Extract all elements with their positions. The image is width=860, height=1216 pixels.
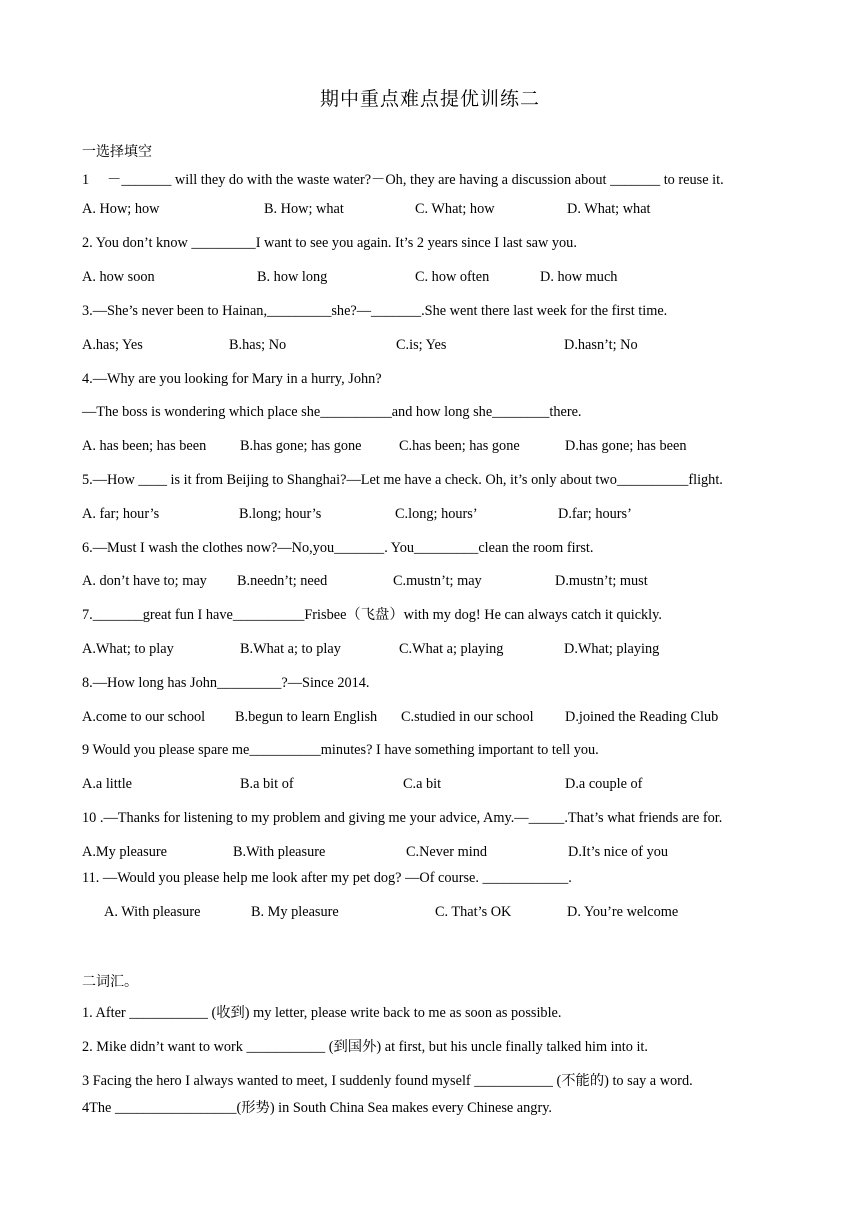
- section-heading-vocabulary: 二词汇。: [82, 974, 138, 990]
- question-7-stem: 7._______great fun I have__________Frisbee（飞盘）with my dog! He can always catch it quickly.: [82, 607, 662, 623]
- page-title: 期中重点难点提优训练二: [319, 88, 540, 110]
- question-3-stem: 3.—She’s never been to Hainan,_________she?—_______.She went there last week for the first time.: [82, 303, 668, 319]
- question-4-option-c: C.has been; has gone: [399, 438, 520, 454]
- question-5-option-d: D.far; hours’: [558, 506, 632, 522]
- vocab-item-1: 1. After ___________ (收到) my letter, please write back to me as soon as possible.: [82, 1005, 562, 1021]
- question-8-option-c: C.studied in our school: [401, 709, 534, 725]
- question-1-option-d: D. What; what: [567, 201, 651, 217]
- section-heading-choice: 一选择填空: [82, 144, 152, 160]
- question-6-option-c: C.mustn’t; may: [393, 573, 482, 589]
- question-10-option-a: A.My pleasure: [82, 844, 167, 860]
- question-8-option-d: D.joined the Reading Club: [565, 709, 719, 725]
- question-4-option-a: A. has been; has been: [82, 438, 207, 454]
- question-6-option-a: A. don’t have to; may: [82, 573, 207, 589]
- question-9-option-a: A.a little: [82, 776, 133, 792]
- vocab-item-3: 3 Facing the hero I always wanted to meet, I suddenly found myself ___________ (不能的) to say a word.: [82, 1073, 693, 1089]
- question-2-option-b: B. how long: [257, 269, 328, 285]
- question-9-option-d: D.a couple of: [565, 776, 643, 792]
- question-5-option-c: C.long; hours’: [395, 506, 478, 522]
- question-4-stem: 4.—Why are you looking for Mary in a hurry, John?: [82, 371, 382, 387]
- question-10-stem: 10 .—Thanks for listening to my problem and giving me your advice, Amy.—_____.That’s what friends are for.: [82, 810, 723, 826]
- question-10-option-b: B.With pleasure: [233, 844, 326, 860]
- question-4-stem-line-2: —The boss is wondering which place she__________and how long she________there.: [82, 404, 582, 420]
- question-5-option-b: B.long; hour’s: [239, 506, 322, 522]
- question-1-option-c: C. What; how: [415, 201, 495, 217]
- question-3-option-b: B.has; No: [229, 337, 287, 353]
- question-2-option-d: D. how much: [540, 269, 618, 285]
- question-10-option-d: D.It’s nice of you: [568, 844, 669, 860]
- question-2-option-c: C. how often: [415, 269, 490, 285]
- question-11-option-a: A. With pleasure: [104, 904, 201, 920]
- question-1-option-a: A. How; how: [82, 201, 160, 217]
- question-7-option-a: A.What; to play: [82, 641, 174, 657]
- question-3-option-c: C.is; Yes: [396, 337, 447, 353]
- question-6-option-d: D.mustn’t; must: [555, 573, 648, 589]
- question-10-option-c: C.Never mind: [406, 844, 487, 860]
- question-7-option-d: D.What; playing: [564, 641, 660, 657]
- question-2-stem: 2. You don’t know _________I want to see you again. It’s 2 years since I last saw you.: [82, 235, 577, 251]
- question-11-option-b: B. My pleasure: [251, 904, 339, 920]
- question-8-stem: 8.—How long has John_________?—Since 2014.: [82, 675, 370, 691]
- question-11-option-c: C. That’s OK: [435, 904, 512, 920]
- question-1-stem: 1 －_______ will they do with the waste water?－Oh, they are having a discussion about _______ to reuse it.: [82, 172, 724, 188]
- question-9-option-c: C.a bit: [403, 776, 442, 792]
- question-11-stem: 11. —Would you please help me look after my pet dog? —Of course. ____________.: [82, 870, 572, 886]
- question-4-option-d: D.has gone; has been: [565, 438, 687, 454]
- question-11-option-d: D. You’re welcome: [567, 904, 679, 920]
- question-5-stem: 5.—How ____ is it from Beijing to Shanghai?—Let me have a check. Oh, it’s only about two__________flight.: [82, 472, 723, 488]
- question-4-option-b: B.has gone; has gone: [240, 438, 362, 454]
- question-7-option-c: C.What a; playing: [399, 641, 504, 657]
- question-9-stem: 9 Would you please spare me__________minutes? I have something important to tell you.: [82, 742, 599, 758]
- question-1-option-b: B. How; what: [264, 201, 344, 217]
- question-3-option-a: A.has; Yes: [82, 337, 143, 353]
- vocab-item-2: 2. Mike didn’t want to work ___________ (到国外) at first, but his uncle finally talked him into it.: [82, 1039, 648, 1055]
- question-2-option-a: A. how soon: [82, 269, 155, 285]
- question-7-option-b: B.What a; to play: [240, 641, 341, 657]
- question-6-stem: 6.—Must I wash the clothes now?—No,you_______. You_________clean the room first.: [82, 540, 594, 556]
- question-8-option-b: B.begun to learn English: [235, 709, 378, 725]
- question-6-option-b: B.needn’t; need: [237, 573, 328, 589]
- question-8-option-a: A.come to our school: [82, 709, 206, 725]
- question-5-option-a: A. far; hour’s: [82, 506, 160, 522]
- vocab-item-4: 4The _________________(形势) in South China Sea makes every Chinese angry.: [82, 1100, 552, 1116]
- question-3-option-d: D.hasn’t; No: [564, 337, 638, 353]
- question-9-option-b: B.a bit of: [240, 776, 294, 792]
